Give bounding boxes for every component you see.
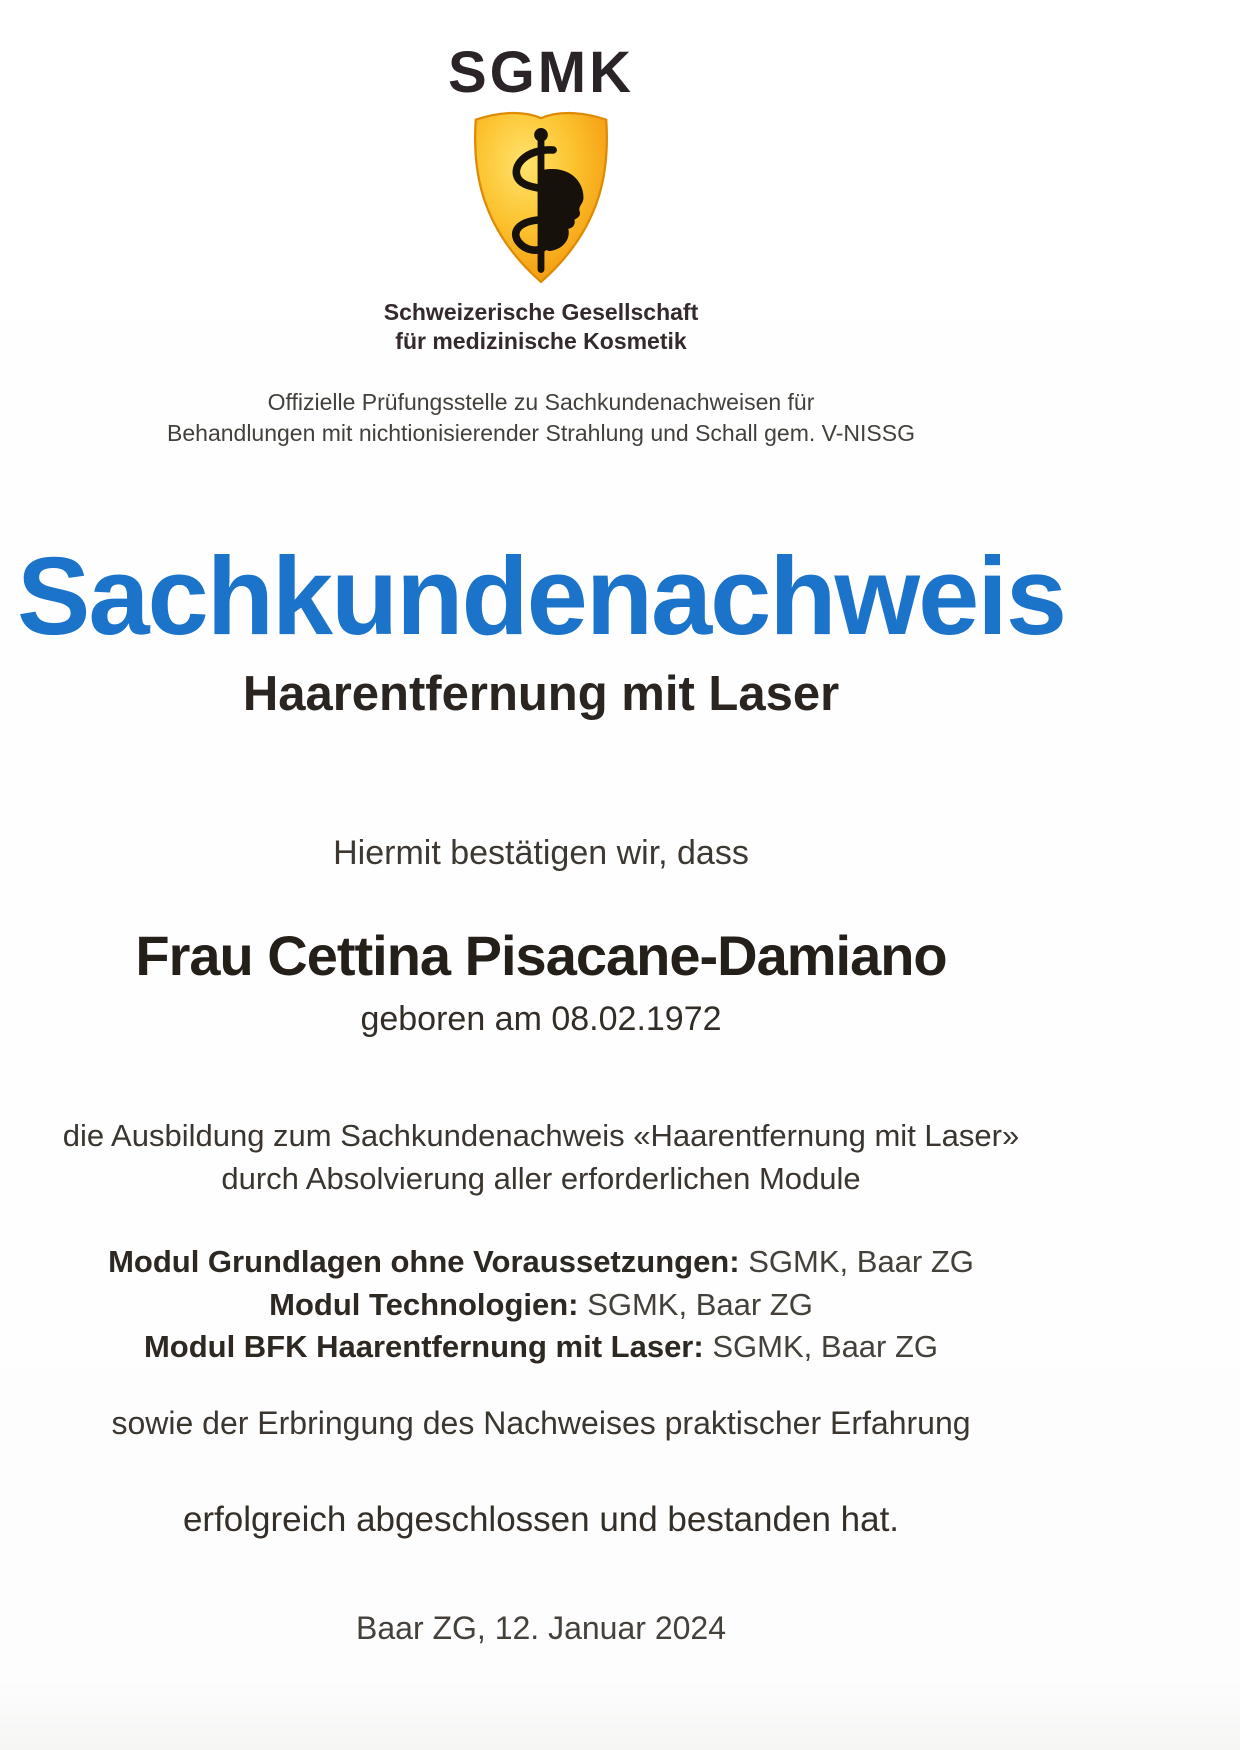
module-value: SGMK, Baar ZG <box>587 1286 813 1322</box>
certificate-content <box>0 40 1082 1647</box>
module-line-technologien <box>0 1284 1082 1327</box>
course-description <box>0 1115 1082 1201</box>
sgmk-wordmark: SGMK <box>448 40 634 105</box>
confirmation-line: Hiermit bestätigen wir, dass <box>333 834 749 873</box>
certificate-subtitle: Haarentfernung mit Laser <box>242 667 840 722</box>
course-line2: durch Absolvierung aller erforderlichen Module <box>221 1161 861 1197</box>
office-description <box>0 387 1082 449</box>
office-line2: Behandlungen mit nichtionisierender Strahlung und Schall gem. V-NISSG <box>167 419 915 446</box>
org-name-line1: Schweizerische Gesellschaft <box>383 299 699 325</box>
recipient-name: Frau Cettina Pisacane-Damiano <box>135 924 947 988</box>
org-name-line2: für medizinische Kosmetik <box>395 328 687 355</box>
module-line-bfk-laser <box>0 1326 1082 1369</box>
sgmk-logo-block <box>0 40 1082 357</box>
office-line1: Offizielle Prüfungsstelle zu Sachkundenachweisen für <box>267 388 815 415</box>
module-label: Modul Technologien: <box>269 1286 579 1322</box>
org-name <box>0 298 1082 357</box>
place-date-line: Baar ZG, 12. Januar 2024 <box>356 1610 726 1647</box>
module-line-grundlagen <box>0 1241 1082 1284</box>
module-label: Modul BFK Haarentfernung mit Laser: <box>143 1329 704 1365</box>
module-list <box>0 1241 1082 1369</box>
course-line1: die Ausbildung zum Sachkundenachweis «Haarentfernung mit Laser» <box>62 1118 1020 1154</box>
certificate-title: Sachkundenachweis <box>16 534 1066 658</box>
birth-date-line: geboren am 08.02.1972 <box>360 1000 722 1039</box>
module-value: SGMK, Baar ZG <box>712 1329 939 1365</box>
module-label: Modul Grundlagen ohne Voraussetzungen: <box>108 1243 740 1279</box>
module-value: SGMK, Baar ZG <box>748 1243 974 1279</box>
result-line: erfolgreich abgeschlossen und bestanden hat. <box>182 1500 900 1540</box>
shield-caduceus-profile-icon <box>0 106 1082 288</box>
practice-line: sowie der Erbringung des Nachweises praktischer Erfahrung <box>111 1405 971 1442</box>
